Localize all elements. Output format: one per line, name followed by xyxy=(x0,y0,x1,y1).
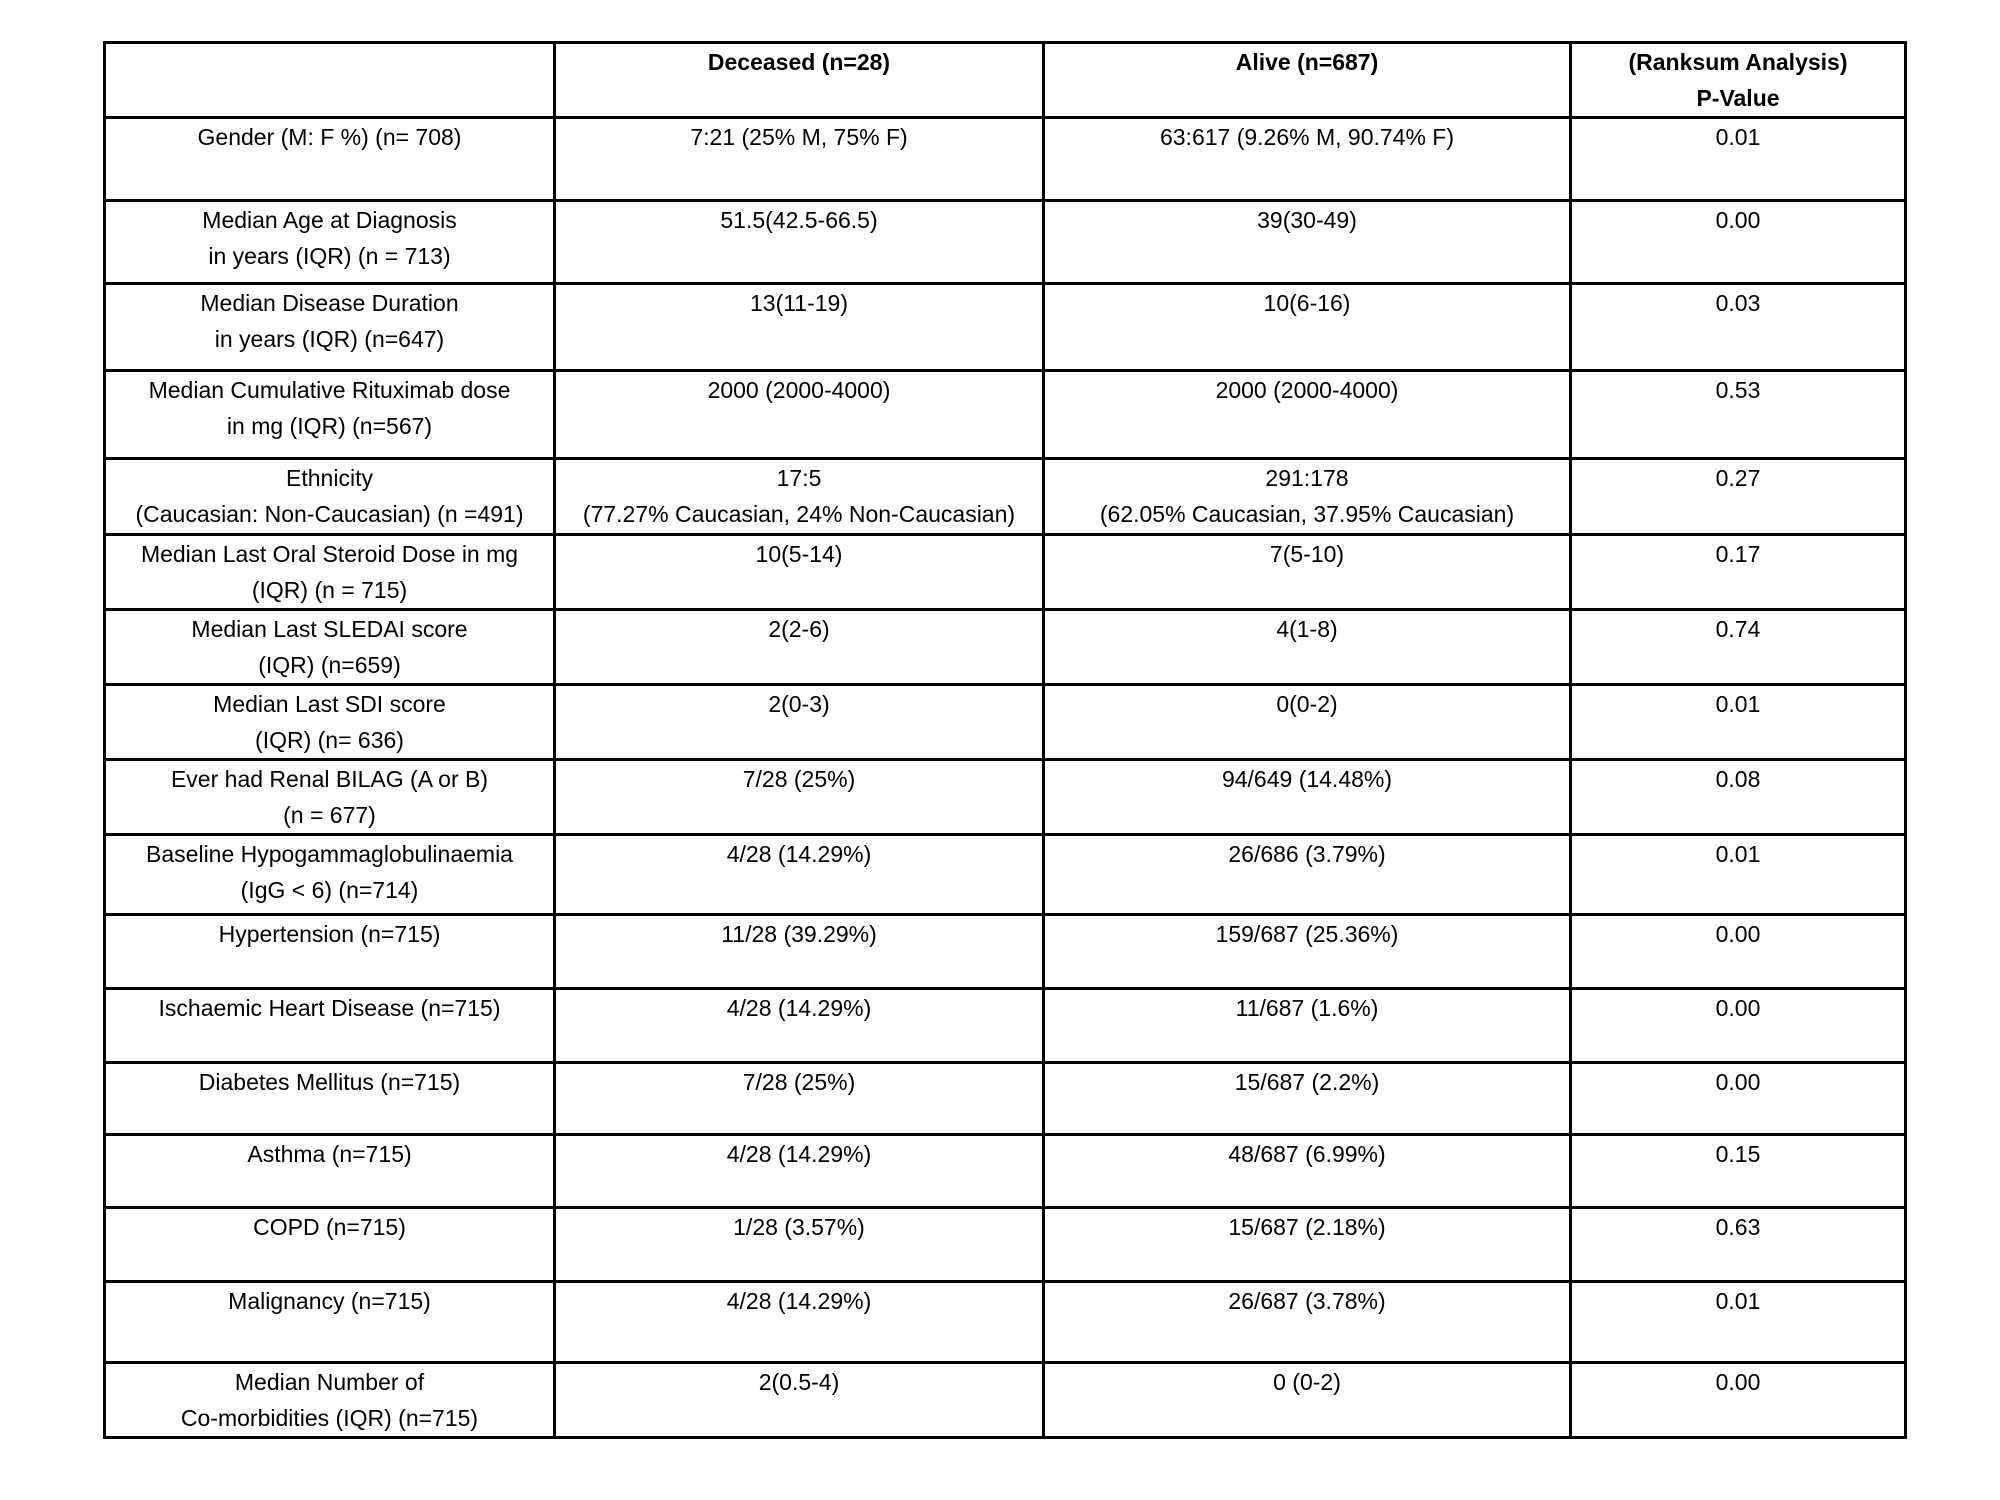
table-row xyxy=(105,1282,1906,1363)
cell-text: (IQR) (n= 636) xyxy=(255,727,404,753)
cell-text: Diabetes Mellitus (n=715) xyxy=(198,1069,461,1095)
cell-text: Median Cumulative Rituximab dose xyxy=(148,377,511,403)
p-value-cell: 0.01 xyxy=(1571,1282,1906,1363)
cell-text: Malignancy (n=715) xyxy=(228,1288,431,1314)
deceased-cell xyxy=(555,685,1044,760)
p-value-cell: 0.00 xyxy=(1571,989,1906,1063)
table-row xyxy=(105,371,1906,459)
cell-text: Median Last Oral Steroid Dose in mg xyxy=(140,541,519,567)
cell-text: Median Last SLEDAI score xyxy=(191,616,468,642)
cell-text: Co-morbidities (IQR) (n=715) xyxy=(180,1405,479,1431)
deceased-cell xyxy=(555,1135,1044,1208)
header-text: Alive (n=687) xyxy=(1235,49,1379,75)
variable-cell xyxy=(105,915,555,989)
alive-cell xyxy=(1044,1363,1571,1438)
header-alive xyxy=(1044,43,1571,118)
table-row xyxy=(105,1363,1906,1438)
table-row xyxy=(105,1063,1906,1135)
cell-text: COPD (n=715) xyxy=(253,1214,406,1240)
p-value-cell: 0.15 xyxy=(1571,1135,1906,1208)
cell-text: 51.5(42.5-66.5) xyxy=(720,207,878,233)
alive-cell xyxy=(1044,685,1571,760)
variable-cell xyxy=(105,284,555,371)
cell-text: 63:617 (9.26% M, 90.74% F) xyxy=(1159,124,1455,150)
alive-cell xyxy=(1044,610,1571,685)
cell-text: 10(6-16) xyxy=(1263,290,1351,316)
table-row xyxy=(105,459,1906,535)
cell-text: 4/28 (14.29%) xyxy=(726,841,872,867)
table-row xyxy=(105,201,1906,284)
alive-cell xyxy=(1044,459,1571,535)
alive-cell xyxy=(1044,371,1571,459)
p-value-cell: 0.53 xyxy=(1571,371,1906,459)
data-table xyxy=(103,41,1907,1439)
cell-text: 10(5-14) xyxy=(755,541,843,567)
deceased-cell xyxy=(555,915,1044,989)
cell-text: 17:5 xyxy=(776,465,822,491)
deceased-cell xyxy=(555,1363,1044,1438)
cell-text: 26/687 (3.78%) xyxy=(1228,1288,1386,1314)
variable-cell xyxy=(105,201,555,284)
cell-text: 2(0.5-4) xyxy=(758,1369,840,1395)
deceased-cell xyxy=(555,1063,1044,1135)
cell-text: (Caucasian: Non-Caucasian) (n =491) xyxy=(135,501,524,527)
header-deceased xyxy=(555,43,1044,118)
cell-text: (n = 677) xyxy=(283,802,376,828)
cell-text: 0(0-2) xyxy=(1276,691,1338,717)
cell-text: in mg (IQR) (n=567) xyxy=(226,413,433,439)
variable-cell xyxy=(105,760,555,835)
cell-text: 7(5-10) xyxy=(1269,541,1345,567)
deceased-cell xyxy=(555,989,1044,1063)
alive-cell xyxy=(1044,535,1571,610)
variable-cell xyxy=(105,989,555,1063)
cell-text: 7:21 (25% M, 75% F) xyxy=(690,124,908,150)
variable-cell xyxy=(105,1135,555,1208)
alive-cell xyxy=(1044,760,1571,835)
p-value-cell: 0.00 xyxy=(1571,1063,1906,1135)
variable-cell xyxy=(105,1208,555,1282)
cell-text: 2000 (2000-4000) xyxy=(1215,377,1399,403)
deceased-cell xyxy=(555,459,1044,535)
header-blank xyxy=(105,43,555,118)
p-value-cell: 0.00 xyxy=(1571,915,1906,989)
cell-text: 159/687 (25.36%) xyxy=(1215,921,1399,947)
cell-text: Hypertension (n=715) xyxy=(218,921,441,947)
p-value-cell: 0.01 xyxy=(1571,685,1906,760)
cell-text: Ischaemic Heart Disease (n=715) xyxy=(158,995,501,1021)
variable-cell xyxy=(105,1063,555,1135)
variable-cell xyxy=(105,459,555,535)
cell-text: in years (IQR) (n = 713) xyxy=(208,243,451,269)
cell-text: Median Disease Duration xyxy=(200,290,459,316)
alive-cell xyxy=(1044,1282,1571,1363)
alive-cell xyxy=(1044,835,1571,915)
deceased-cell xyxy=(555,201,1044,284)
cell-text: 15/687 (2.2%) xyxy=(1234,1069,1380,1095)
p-value-cell: 0.01 xyxy=(1571,835,1906,915)
cell-text: Asthma (n=715) xyxy=(247,1141,412,1167)
cell-text: 11/28 (39.29%) xyxy=(721,921,877,947)
header-text: P-Value xyxy=(1696,85,1780,111)
cell-text: Baseline Hypogammaglobulinaemia xyxy=(146,841,513,867)
table-row xyxy=(105,915,1906,989)
deceased-cell xyxy=(555,371,1044,459)
cell-text: in years (IQR) (n=647) xyxy=(214,326,445,352)
variable-cell xyxy=(105,685,555,760)
cell-text: 94/649 (14.48%) xyxy=(1221,766,1393,792)
deceased-cell xyxy=(555,760,1044,835)
cell-text: 7/28 (25%) xyxy=(742,766,856,792)
table-row xyxy=(105,685,1906,760)
cell-text: 4/28 (14.29%) xyxy=(726,1288,872,1314)
cell-text: 7/28 (25%) xyxy=(742,1069,856,1095)
table-row xyxy=(105,1208,1906,1282)
cell-text: 13(11-19) xyxy=(749,290,849,316)
cell-text: Ever had Renal BILAG (A or B) xyxy=(170,766,489,792)
cell-text: 2(0-3) xyxy=(768,691,830,717)
table-row xyxy=(105,284,1906,371)
p-value-cell: 0.00 xyxy=(1571,201,1906,284)
variable-cell xyxy=(105,610,555,685)
deceased-cell xyxy=(555,1208,1044,1282)
p-value-cell: 0.74 xyxy=(1571,610,1906,685)
alive-cell xyxy=(1044,284,1571,371)
alive-cell xyxy=(1044,118,1571,201)
cell-text: 0 (0-2) xyxy=(1273,1369,1341,1395)
cell-text: 48/687 (6.99%) xyxy=(1228,1141,1386,1167)
cell-text: (IQR) (n=659) xyxy=(258,652,401,678)
alive-cell xyxy=(1044,1135,1571,1208)
table-row xyxy=(105,835,1906,915)
cell-text: 4(1-8) xyxy=(1276,616,1338,642)
cell-text: (62.05% Caucasian, 37.95% Caucasian) xyxy=(1099,501,1515,527)
cell-text: 2(2-6) xyxy=(768,616,830,642)
header-text xyxy=(110,44,549,80)
p-value-cell: 0.01 xyxy=(1571,118,1906,201)
cell-text: (IgG < 6) (n=714) xyxy=(240,877,419,903)
cell-text: (77.27% Caucasian, 24% Non-Caucasian) xyxy=(582,501,1016,527)
deceased-cell xyxy=(555,610,1044,685)
alive-cell xyxy=(1044,1208,1571,1282)
variable-cell xyxy=(105,535,555,610)
variable-cell xyxy=(105,1282,555,1363)
table-row xyxy=(105,535,1906,610)
p-value-cell: 0.63 xyxy=(1571,1208,1906,1282)
deceased-cell xyxy=(555,835,1044,915)
cell-text: 26/686 (3.79%) xyxy=(1228,841,1386,867)
header-text: (Ranksum Analysis) xyxy=(1628,49,1848,75)
alive-cell xyxy=(1044,201,1571,284)
cell-text: Median Last SDI score xyxy=(213,691,446,717)
variable-cell xyxy=(105,371,555,459)
table-row xyxy=(105,1135,1906,1208)
cell-text: 291:178 xyxy=(1265,465,1349,491)
cell-text: Median Age at Diagnosis xyxy=(202,207,457,233)
cell-text: 2000 (2000-4000) xyxy=(707,377,891,403)
variable-cell xyxy=(105,118,555,201)
cell-text: 11/687 (1.6%) xyxy=(1235,995,1379,1021)
header-p-value xyxy=(1571,43,1906,118)
variable-cell xyxy=(105,835,555,915)
table-row xyxy=(105,989,1906,1063)
cell-text: Median Number of xyxy=(234,1369,425,1395)
p-value-cell: 0.00 xyxy=(1571,1363,1906,1438)
cell-text: 39(30-49) xyxy=(1257,207,1357,233)
cell-text: 15/687 (2.18%) xyxy=(1228,1214,1386,1240)
cell-text: 4/28 (14.29%) xyxy=(726,1141,872,1167)
cell-text: (IQR) (n = 715) xyxy=(251,577,408,603)
variable-cell xyxy=(105,1363,555,1438)
p-value-cell: 0.27 xyxy=(1571,459,1906,535)
cell-text: Ethnicity xyxy=(286,465,373,491)
table-row xyxy=(105,118,1906,201)
table-row xyxy=(105,610,1906,685)
deceased-cell xyxy=(555,118,1044,201)
p-value-cell: 0.08 xyxy=(1571,760,1906,835)
cell-text: 4/28 (14.29%) xyxy=(726,995,872,1021)
p-value-cell: 0.03 xyxy=(1571,284,1906,371)
header-row xyxy=(105,43,1906,118)
cell-text: Gender (M: F %) (n= 708) xyxy=(197,124,462,150)
alive-cell xyxy=(1044,915,1571,989)
deceased-cell xyxy=(555,535,1044,610)
cell-text: 1/28 (3.57%) xyxy=(733,1214,865,1240)
alive-cell xyxy=(1044,1063,1571,1135)
deceased-cell xyxy=(555,284,1044,371)
table-row xyxy=(105,760,1906,835)
alive-cell xyxy=(1044,989,1571,1063)
p-value-cell: 0.17 xyxy=(1571,535,1906,610)
header-text: Deceased (n=28) xyxy=(707,49,891,75)
deceased-cell xyxy=(555,1282,1044,1363)
